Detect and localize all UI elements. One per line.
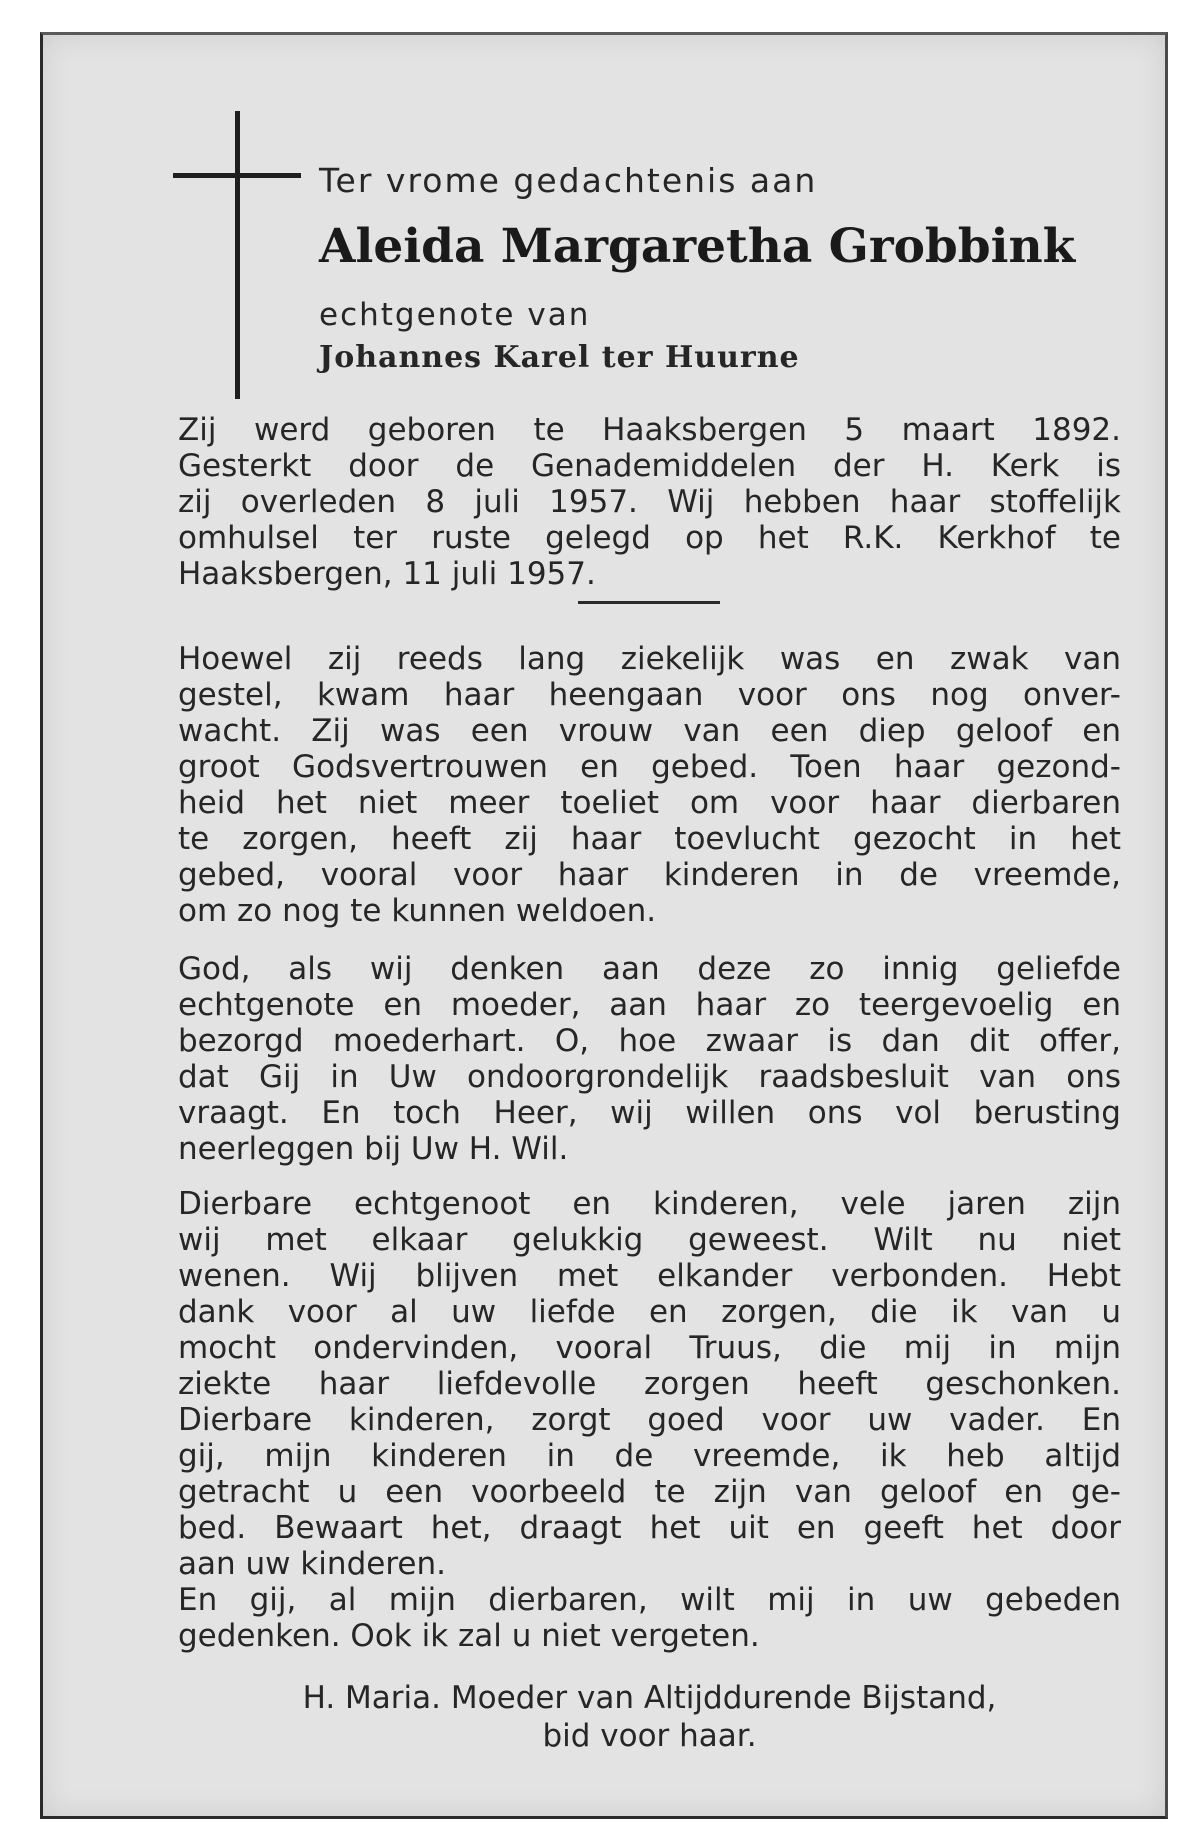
prayer-line: H. Maria. Moeder van Altijddurende Bijstand, — [302, 1680, 997, 1716]
spouse-label: echtgenote van — [319, 297, 591, 333]
biography-line: Haaksbergen, 11 juli 1957. — [178, 556, 596, 592]
spouse-name: Johannes Karel ter Huurne — [319, 340, 800, 375]
paragraph3-line: ziekte haar liefdevolle zorgen heeft geschonken. — [178, 1366, 1121, 1402]
paragraph3-line: En gij, al mijn dierbaren, wilt mij in uw gebeden — [178, 1582, 1121, 1618]
paragraph2-line: vraagt. En toch Heer, wij willen ons vol berusting — [178, 1095, 1121, 1131]
paragraph1-line: wacht. Zij was een vrouw van een diep geloof en — [178, 713, 1121, 749]
paragraph2-line: bezorgd moederhart. O, hoe zwaar is dan dit offer, — [178, 1023, 1121, 1059]
biography-line: omhulsel ter ruste gelegd op het R.K. Kerkhof te — [178, 520, 1121, 556]
paragraph3-line: gedenken. Ook ik zal u niet vergeten. — [178, 1618, 760, 1654]
paragraph1-line: Hoewel zij reeds lang ziekelijk was en zwak van — [178, 641, 1121, 677]
paragraph1-line: groot Godsvertrouwen en gebed. Toen haar gezond- — [178, 749, 1121, 785]
biography-line: Zij werd geboren te Haaksbergen 5 maart 1892. — [178, 412, 1121, 448]
cross-icon — [235, 111, 240, 399]
biography-line: Gesterkt door de Genademiddelen der H. Kerk is — [178, 448, 1121, 484]
paragraph1-line: om zo nog te kunnen weldoen. — [178, 893, 657, 929]
paragraph3-line: dank voor al uw liefde en zorgen, die ik van u — [178, 1294, 1121, 1330]
paragraph3-line: wenen. Wij blijven met elkander verbonden. Hebt — [178, 1258, 1121, 1294]
paragraph3-line: Dierbare kinderen, zorgt goed voor uw vader. En — [178, 1402, 1121, 1438]
paragraph2-line: dat Gij in Uw ondoorgrondelijk raadsbesluit van ons — [178, 1059, 1121, 1095]
paragraph1-line: heid het niet meer toeliet om voor haar dierbaren — [178, 785, 1121, 821]
intro-text: Ter vrome gedachtenis aan — [319, 161, 818, 200]
deceased-name: Aleida Margaretha Grobbink — [319, 219, 1076, 274]
memorial-card — [40, 32, 1168, 1819]
paragraph2-line: neerleggen bij Uw H. Wil. — [178, 1131, 569, 1167]
paragraph3-line: gij, mijn kinderen in de vreemde, ik heb altijd — [178, 1438, 1121, 1474]
paragraph3-line: getracht u een voorbeeld te zijn van geloof en ge- — [178, 1474, 1121, 1510]
paragraph3-line: bed. Bewaart het, draagt het uit en geeft het door — [178, 1510, 1121, 1546]
paragraph2-line: echtgenote en moeder, aan haar zo teergevoelig en — [178, 987, 1121, 1023]
paragraph3-line: Dierbare echtgenoot en kinderen, vele jaren zijn — [178, 1186, 1121, 1222]
prayer-line: bid voor haar. — [542, 1718, 757, 1754]
paragraph1-line: gebed, vooral voor haar kinderen in de vreemde, — [178, 857, 1121, 893]
paragraph1-line: te zorgen, heeft zij haar toevlucht gezocht in het — [178, 821, 1121, 857]
divider — [578, 601, 720, 604]
biography-line: zij overleden 8 juli 1957. Wij hebben haar stoffelijk — [178, 484, 1121, 520]
paragraph3-line: aan uw kinderen. — [178, 1546, 446, 1582]
cross-icon-bar — [173, 173, 301, 178]
paragraph2-line: God, als wij denken aan deze zo innig geliefde — [178, 951, 1121, 987]
paragraph3-line: mocht ondervinden, vooral Truus, die mij in mijn — [178, 1330, 1121, 1366]
paragraph1-line: gestel, kwam haar heengaan voor ons nog onver- — [178, 677, 1121, 713]
paragraph3-line: wij met elkaar gelukkig geweest. Wilt nu niet — [178, 1222, 1121, 1258]
